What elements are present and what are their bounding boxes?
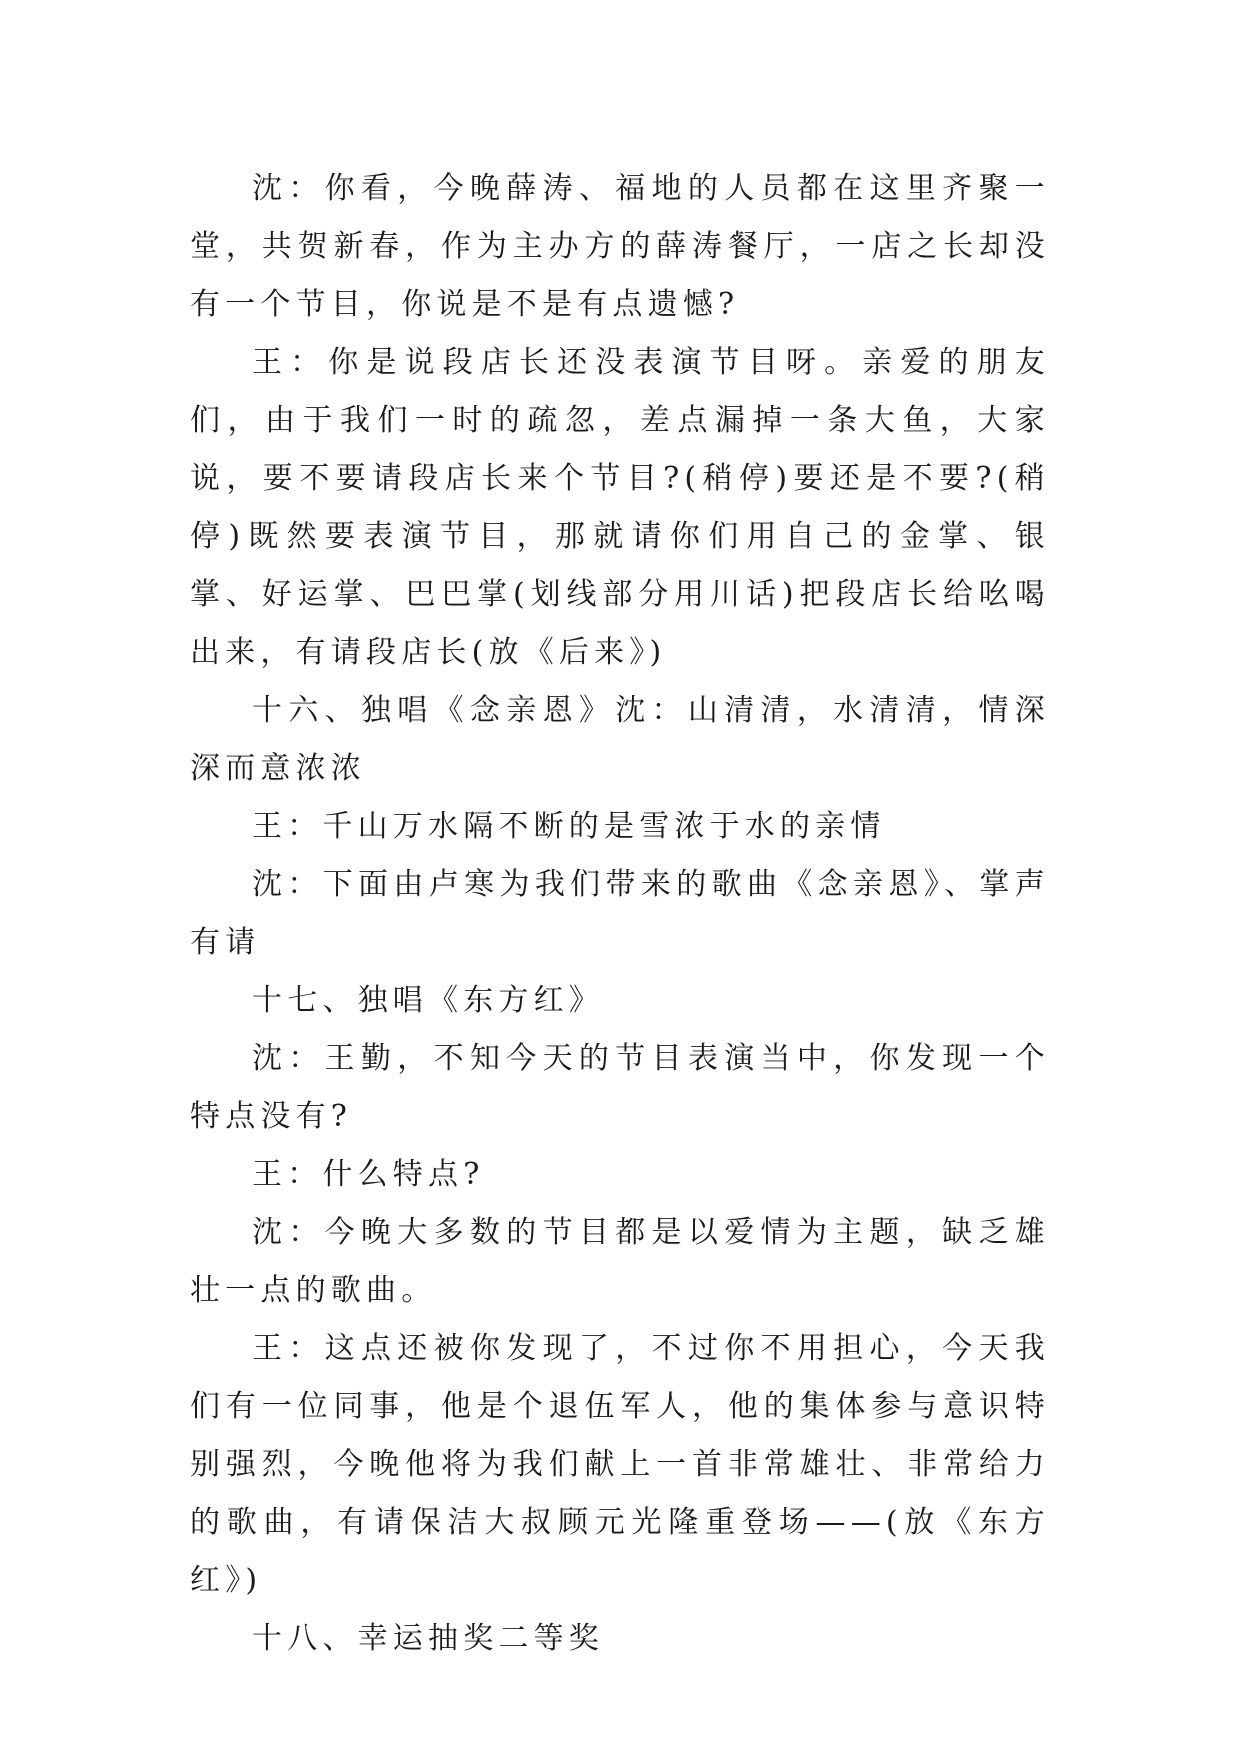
paragraph-1: 沈：你看，今晚薛涛、福地的人员都在这里齐聚一堂，共贺新春，作为主办方的薛涛餐厅，一店之长却没有一个节目，你说是不是有点遗憾? (190, 171, 1050, 322)
paragraph-2: 王：你是说段店长还没表演节目呀。亲爱的朋友们，由于我们一时的疏忽，差点漏掉一条大鱼，大家说，要不要请段店长来个节目?(稍停)要还是不要?(稍停)既然要表演节目，那就请你们用自己的金掌、银掌、好运掌、巴巴掌(划线部分用川话)把段店长给吆喝出来，有请段店长(放《后来》) (190, 345, 1050, 670)
section-heading-16: 十六、独唱《念亲恩》沈：山清清，水清清，情深深而意浓浓 (190, 693, 1050, 786)
document-body (190, 160, 1050, 1668)
paragraph-4: 沈：下面由卢寒为我们带来的歌曲《念亲恩》、掌声有请 (190, 867, 1050, 960)
paragraph-8: 王：这点还被你发现了，不过你不用担心，今天我们有一位同事，他是个退伍军人，他的集体参与意识特别强烈，今晚他将为我们献上一首非常雄壮、非常给力的歌曲，有请保洁大叔顾元光隆重登场——(放《东方红》) (190, 1331, 1050, 1598)
paragraph-6: 王：什么特点? (252, 1157, 485, 1192)
paragraph-7: 沈：今晚大多数的节目都是以爱情为主题，缺乏雄壮一点的歌曲。 (190, 1215, 1050, 1308)
section-heading-17: 十七、独唱《东方红》 (252, 983, 604, 1018)
paragraph-5: 沈：王勤，不知今天的节目表演当中，你发现一个特点没有? (190, 1041, 1050, 1134)
paragraph-3: 王：千山万水隔不断的是雪浓于水的亲情 (252, 809, 886, 844)
section-heading-18: 十八、幸运抽奖二等奖 (252, 1621, 604, 1656)
